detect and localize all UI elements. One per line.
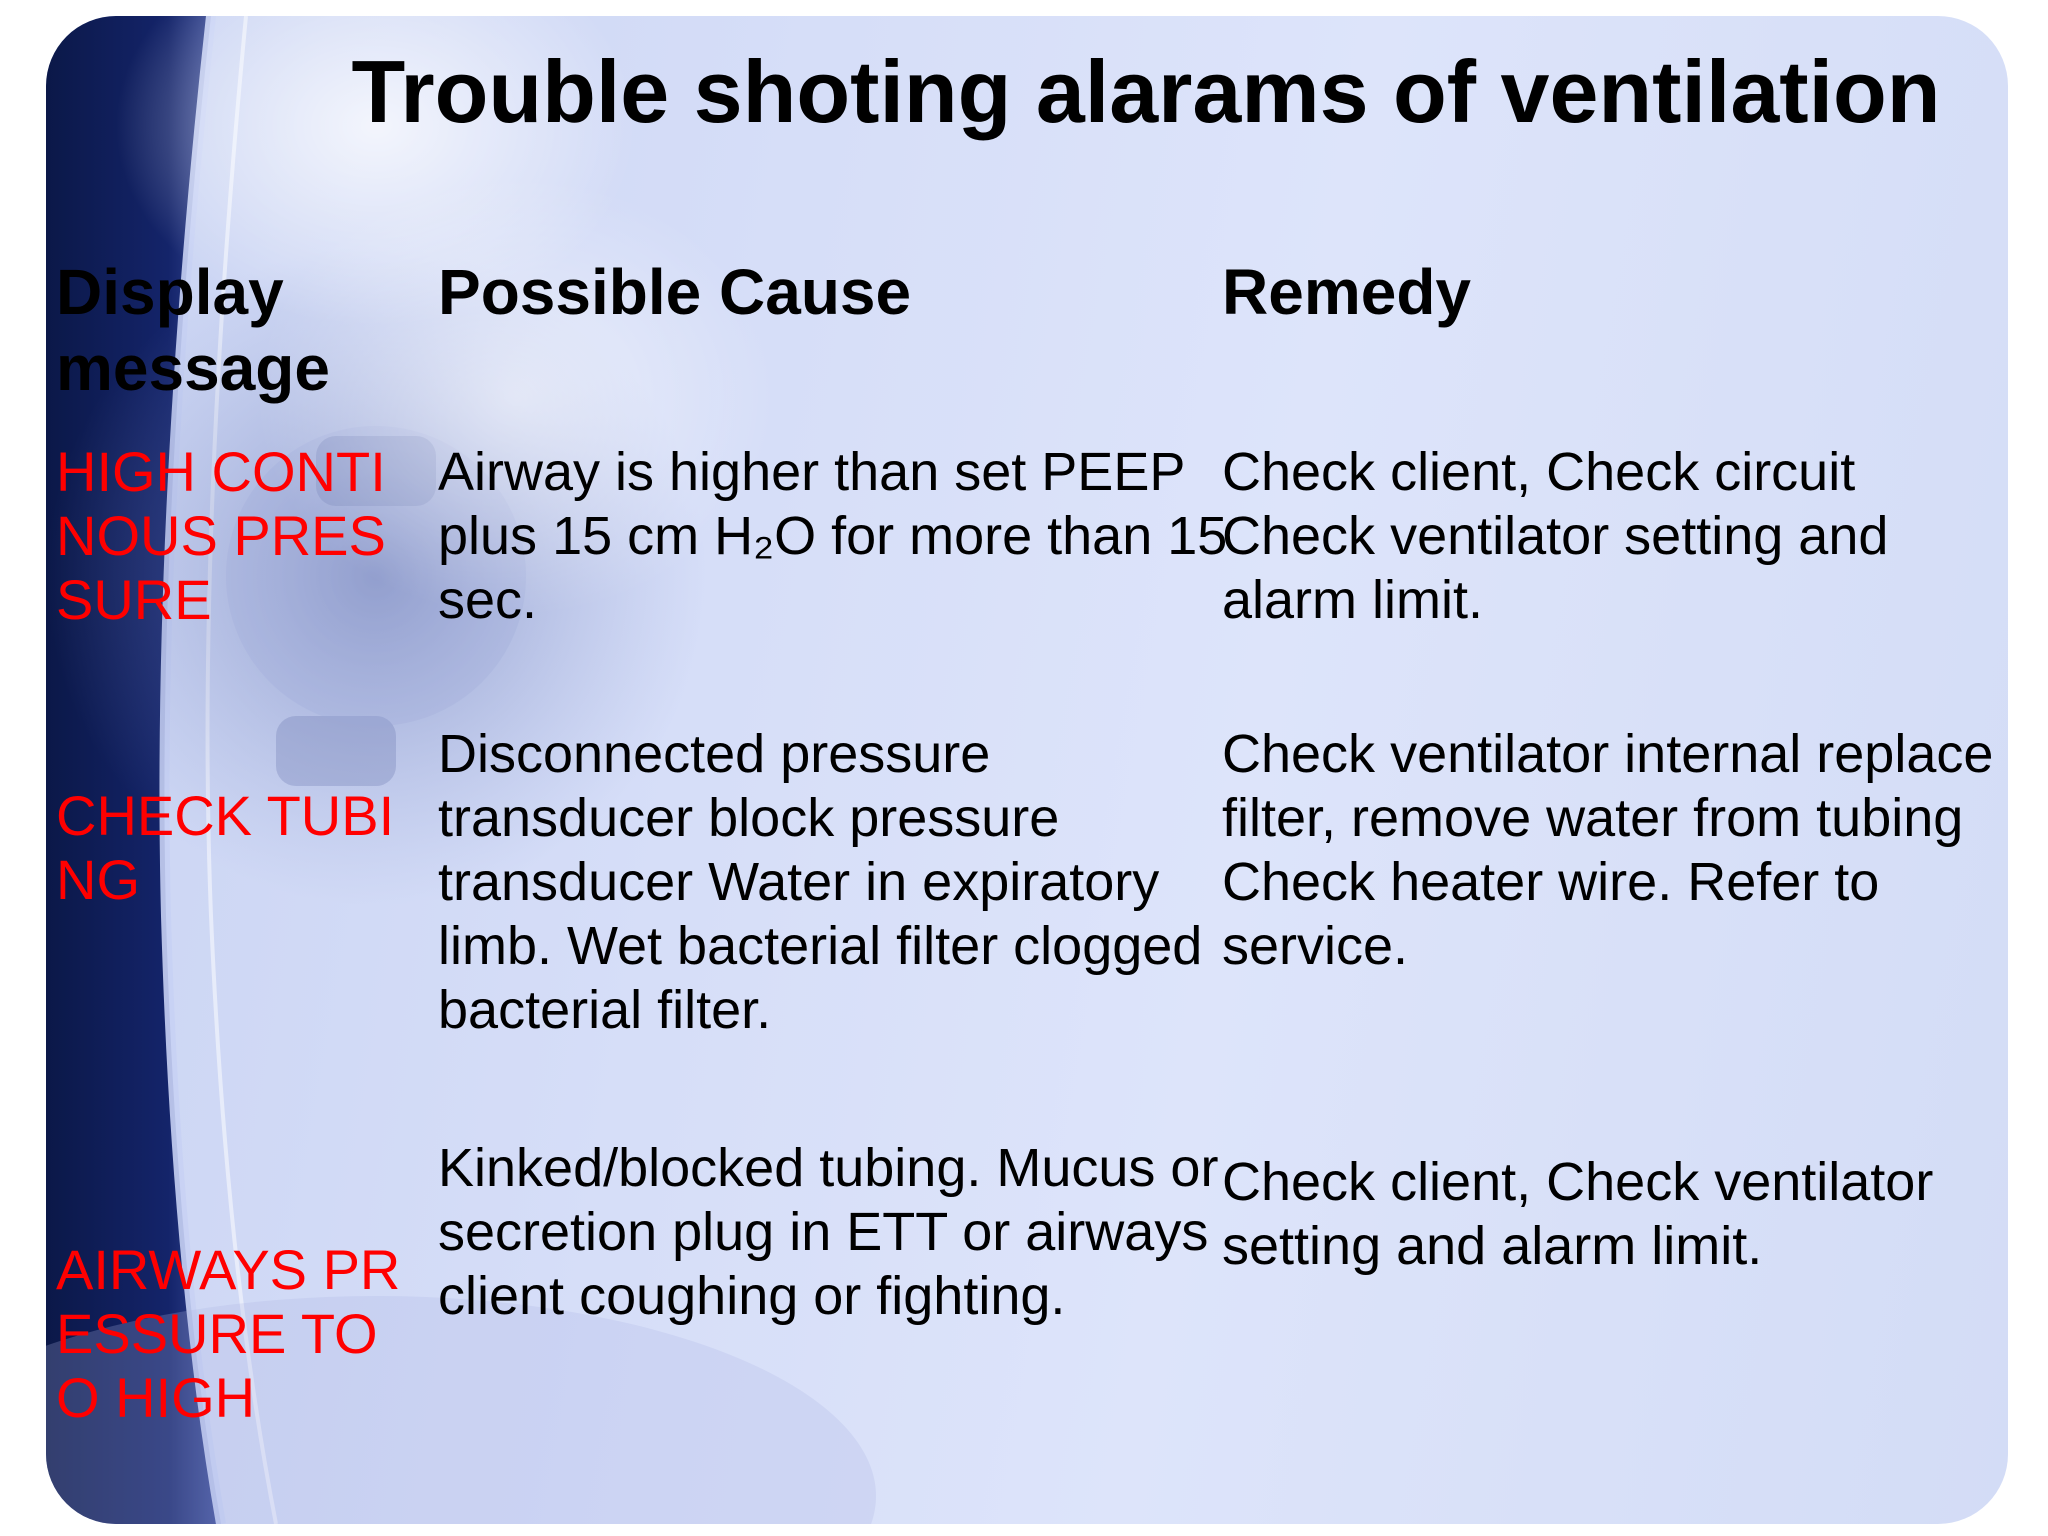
header-possible-cause: Possible Cause	[438, 256, 912, 328]
alarm-message-high-continuous-pressure: HIGH CONTINOUS PRESSURE	[56, 440, 386, 631]
header-remedy: Remedy	[1222, 256, 1471, 328]
remedy-high-continuous-pressure: Check client, Check circuit Check ventilator setting and alarm limit.	[1222, 442, 1889, 630]
slide	[46, 16, 2008, 1524]
cause-airways-pressure-too-high: Kinked/blocked tubing. Mucus or secretion plug in ETT or airways client coughing or fighting.	[438, 1138, 1219, 1326]
alarm-message-airways-pressure-too-high: AIRWAYS PRESSURE TOO HIGH	[56, 1238, 401, 1429]
remedy-check-tubing: Check ventilator internal replace filter, remove water from tubing Check heater wire. Refer to service.	[1222, 724, 1994, 976]
slide-title: Trouble shoting alarams of ventilation	[351, 42, 1941, 141]
alarm-message-check-tubing: CHECK TUBING	[56, 784, 395, 911]
remedy-airways-pressure-too-high: Check client, Check ventilator setting and alarm limit.	[1222, 1152, 1934, 1276]
cause-check-tubing: Disconnected pressure transducer block pressure transducer Water in expiratory limb. Wet bacterial filter clogged bacterial filter.	[438, 724, 1203, 1040]
cause-high-continuous-pressure: Airway is higher than set PEEP plus 15 cm H₂O for more than 15 sec.	[438, 442, 1228, 630]
header-display-message: Display message	[56, 256, 330, 404]
